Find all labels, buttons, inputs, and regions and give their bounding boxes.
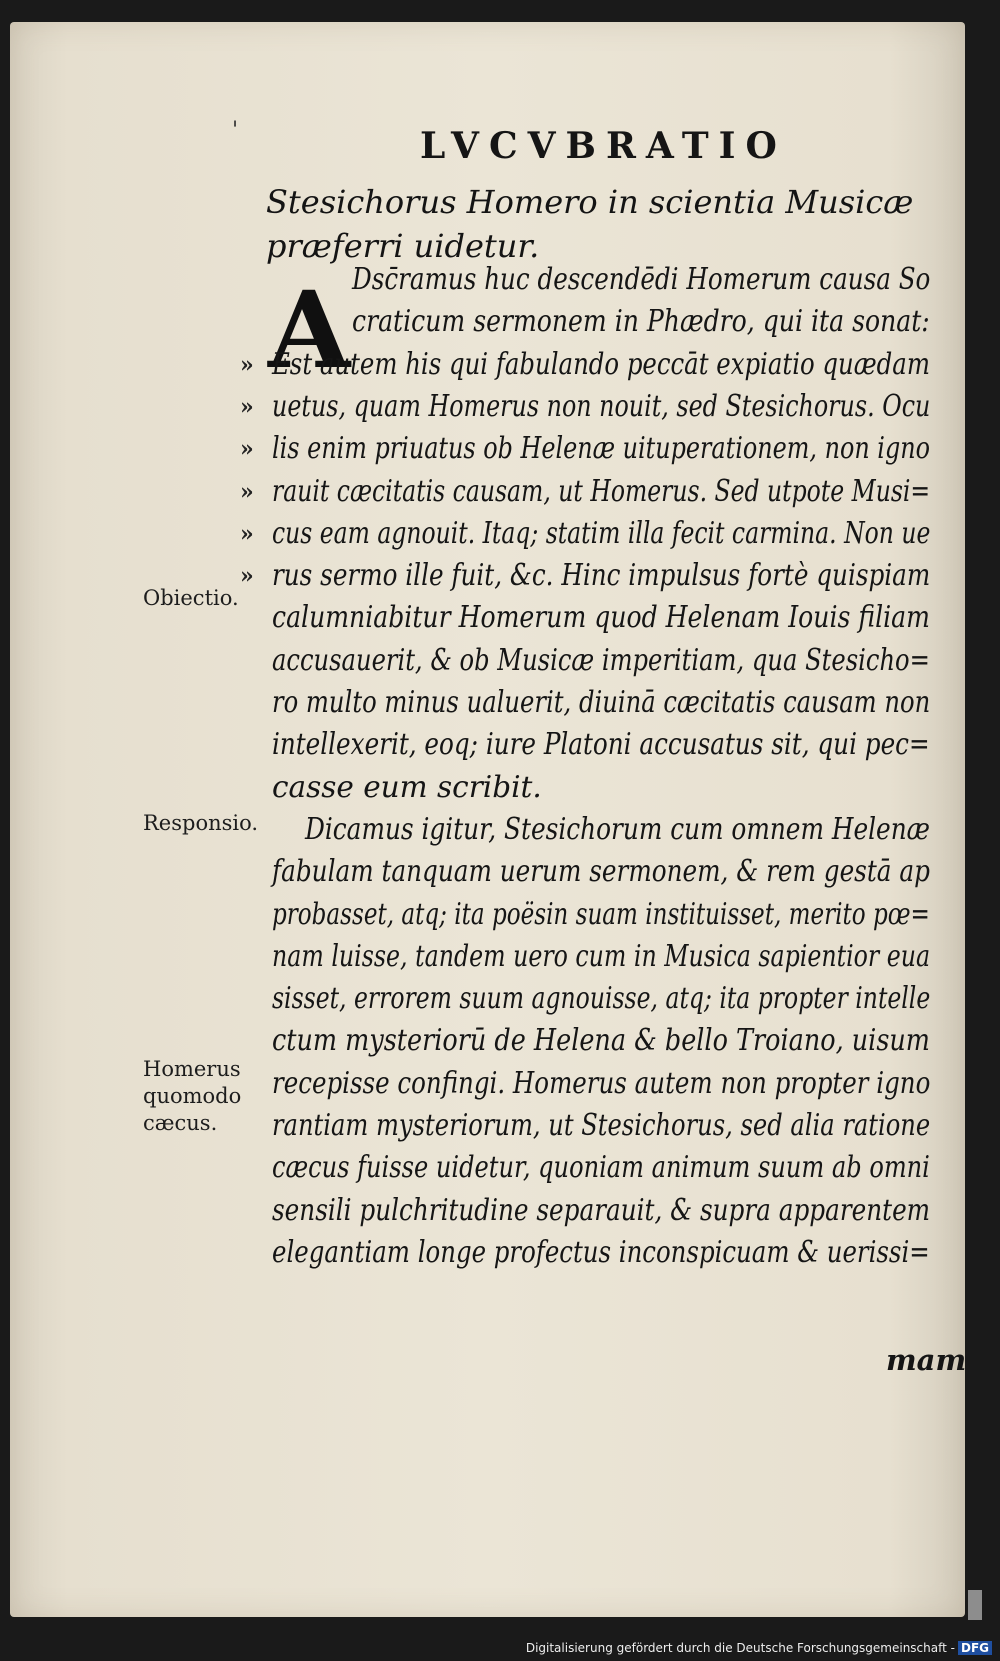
text-line: rantiam mysteriorum, ut Stesichorus, sed alia ratione	[272, 1108, 931, 1142]
drop-cap: A	[268, 267, 351, 392]
running-head: LVCVBRATIO	[420, 125, 787, 167]
text-line: craticum sermonem in Phædro, qui ita sonat:	[352, 304, 930, 339]
text-line: cus eam agnouit. Itaq; statim illa fecit carmina. Non ue	[272, 515, 931, 550]
text-line: Dsc̄ramus huc descendēdi Homerum causa So	[352, 262, 931, 296]
margin-note-obiectio: Obiectio.	[143, 586, 239, 610]
text-line: casse eum scribit.	[272, 769, 542, 804]
quote-mark: »	[240, 351, 254, 378]
text-line: lis enim priuatus ob Helenæ uituperationem, non igno	[272, 431, 930, 466]
text-line: ro multo minus ualuerit, diuinā cæcitatis causam non	[272, 685, 931, 719]
margin-note-line: quomodo	[143, 1084, 242, 1108]
page-edge	[968, 1590, 982, 1620]
text-line: sensili pulchritudine separauit, & supra apparentem	[272, 1192, 931, 1227]
margin-note-homerus	[143, 1056, 241, 1137]
margin-note-line: Homerus	[143, 1057, 241, 1081]
text-line: Dicamus igitur, Stesichorum cum omnem Helenæ	[305, 811, 930, 846]
text-line: intellexerit, eoq; iure Platoni accusatus sit, qui pec=	[272, 727, 930, 762]
text-line: elegantiam longe profectus inconspicuam & uerissi=	[272, 1234, 930, 1269]
tick-mark: '	[232, 118, 239, 143]
text-line: probasset, atq; ita poësin suam instituisset, merito pœ=	[272, 896, 930, 931]
text-line: accusauerit, & ob Musicæ imperitiam, qua Stesicho=	[272, 642, 930, 677]
text-line: nam luisse, tandem uero cum in Musica sapientior eua	[272, 938, 931, 973]
text-line: calumniabitur Homerum quod Helenam Iouis filiam	[272, 600, 930, 635]
text-line: fabulam tanquam uerum sermonem, & rem gestā ap	[272, 854, 930, 889]
quote-mark: »	[240, 520, 254, 547]
text-line: Est autem his qui fabulando peccāt expiatio quædam	[272, 346, 930, 381]
catchword: mam	[886, 1343, 967, 1377]
margin-note-line: cæcus.	[143, 1111, 218, 1135]
text-line: rauit cæcitatis causam, ut Homerus. Sed utpote Musi=	[272, 473, 931, 508]
footer-credit	[526, 1641, 992, 1655]
text-line: uetus, quam Homerus non nouit, sed Stesichorus. Ocu	[272, 388, 931, 423]
text-line: recepisse confingi. Homerus autem non propter igno	[272, 1065, 931, 1100]
text-line: cæcus fuisse uidetur, quoniam animum suum ab omni	[272, 1150, 930, 1185]
quote-mark: »	[240, 478, 254, 505]
text-line: sisset, errorem suum agnouisse, atq; ita propter intelle	[272, 981, 931, 1016]
quote-mark: »	[240, 436, 254, 463]
text-line: rus sermo ille fuit, &c. Hinc impulsus fortè quispiam	[272, 558, 931, 593]
quote-mark: »	[240, 563, 254, 590]
footer-text: Digitalisierung gefördert durch die Deutsche Forschungsgemeinschaft -	[525, 1641, 955, 1655]
margin-note-responsio: Responsio.	[143, 811, 259, 835]
section-heading: Stesichorus Homero in scientia Musicæ præferri uidetur.	[266, 183, 914, 265]
dfg-logo: DFG	[958, 1641, 992, 1655]
text-line: ctum mysteriorū de Helena & bello Troiano, uisum	[272, 1023, 930, 1058]
quote-mark: »	[240, 393, 254, 420]
